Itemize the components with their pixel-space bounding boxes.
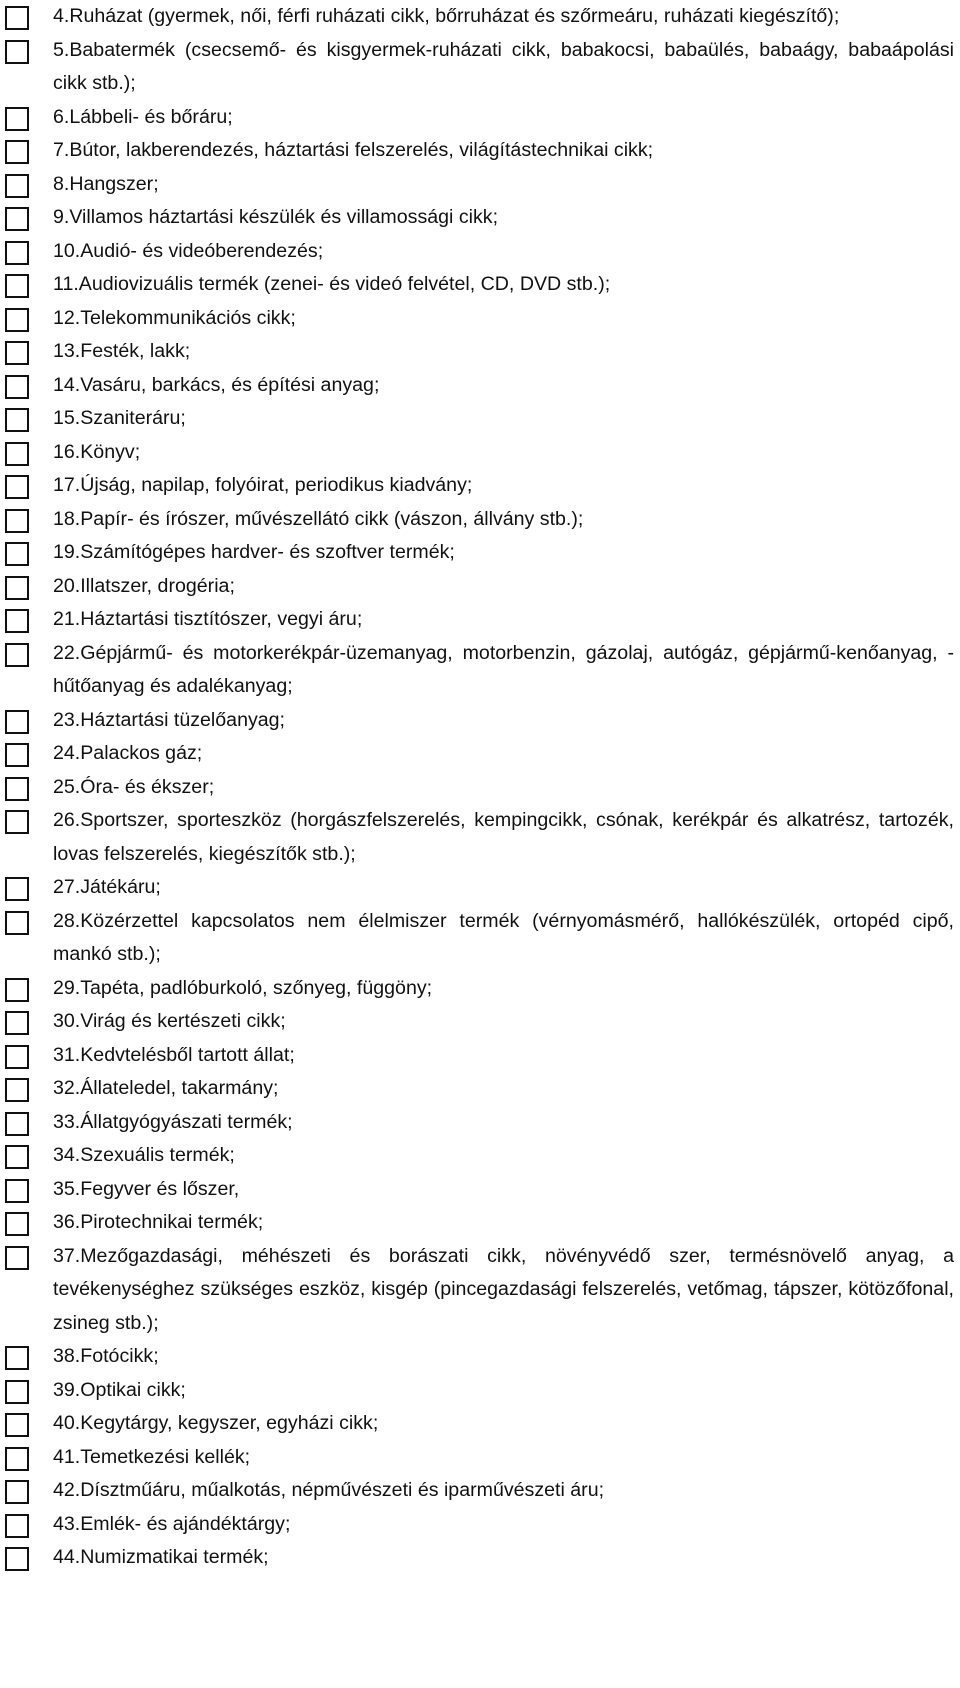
list-item [0,771,960,805]
list-item [0,1173,960,1207]
list-item [0,871,960,905]
checkbox[interactable] [5,408,29,432]
checkbox[interactable] [5,710,29,734]
checkbox[interactable] [5,1346,29,1370]
checkbox[interactable] [5,1212,29,1236]
list-item [0,134,960,168]
checkbox[interactable] [5,107,29,131]
checkbox[interactable] [5,1246,29,1270]
checkbox[interactable] [5,1480,29,1504]
list-item [0,1005,960,1039]
list-item [0,235,960,269]
list-item [0,469,960,503]
checkbox[interactable] [5,542,29,566]
list-item [0,704,960,738]
list-item [0,637,960,704]
checkbox[interactable] [5,140,29,164]
item-label: 29.Tapéta, padlóburkoló, szőnyeg, függöny; [53,976,433,999]
item-label: 9.Villamos háztartási készülék és villamossági cikk; [53,206,499,228]
list-item [0,168,960,202]
item-label: 8.Hangszer; [53,172,159,195]
item-label: 38.Fotócikk; [53,1345,159,1367]
list-item [0,1039,960,1073]
list-item [0,1206,960,1240]
checkbox[interactable] [5,475,29,499]
item-label: 21.Háztartási tisztítószer, vegyi áru; [53,608,363,630]
checkbox[interactable] [5,743,29,767]
list-item [0,201,960,235]
list-item [0,1106,960,1140]
item-label: 31.Kedvtelésből tartott állat; [53,1043,295,1066]
checkbox[interactable] [5,308,29,332]
list-item [0,503,960,537]
item-label: 33.Állatgyógyászati termék; [53,1110,293,1133]
list-item [0,1374,960,1408]
checkbox[interactable] [5,1514,29,1538]
list-item [0,536,960,570]
item-label: 23.Háztartási tüzelőanyag; [53,708,285,731]
checkbox[interactable] [5,1145,29,1169]
list-item [0,34,960,101]
checkbox[interactable] [5,643,29,667]
checkbox[interactable] [5,375,29,399]
item-label: 10.Audió- és videóberendezés; [53,239,324,262]
list-item [0,1139,960,1173]
item-label: 5.Babatermék (csecsemő- és kisgyermek-ruházati cikk, babakocsi, babaülés, babaágy, babaápolási cikk stb.); [53,38,954,94]
checkbox[interactable] [5,207,29,231]
checkbox[interactable] [5,609,29,633]
checkbox[interactable] [5,978,29,1002]
item-label: 13.Festék, lakk; [53,340,191,362]
checkbox[interactable] [5,1447,29,1471]
item-label: 28.Közérzettel kapcsolatos nem élelmiszer termék (vérnyomásmérő, hallókészülék, ortopéd cipő, mankó stb.); [53,909,954,965]
list-item [0,1072,960,1106]
list-item [0,436,960,470]
item-label: 4.Ruházat (gyermek, női, férfi ruházati cikk, bőrruházat és szőrmeáru, ruházati kiegészítő); [53,5,840,27]
item-label: 41.Temetkezési kellék; [53,1445,251,1468]
checkbox[interactable] [5,1179,29,1203]
checkbox[interactable] [5,341,29,365]
item-label: 16.Könyv; [53,440,141,463]
list-item [0,0,960,34]
list-item [0,1508,960,1542]
item-label: 26.Sportszer, sporteszköz (horgászfelszerelés, kempingcikk, csónak, kerékpár és alkatrész, tartozék, lovas felszerelés, kiegészítők stb.); [53,809,954,865]
list-item [0,570,960,604]
item-label: 32.Állateledel, takarmány; [53,1077,279,1099]
checkbox[interactable] [5,6,29,30]
checkbox[interactable] [5,274,29,298]
list-item [0,1474,960,1508]
list-item [0,369,960,403]
item-label: 12.Telekommunikációs cikk; [53,306,296,329]
list-item [0,804,960,871]
list-item [0,972,960,1006]
item-label: 25.Óra- és ékszer; [53,775,215,798]
checkbox[interactable] [5,1547,29,1571]
checkbox[interactable] [5,810,29,834]
list-item [0,101,960,135]
list-item [0,1541,960,1575]
checkbox[interactable] [5,509,29,533]
list-item [0,737,960,771]
item-label: 7.Bútor, lakberendezés, háztartási felszerelés, világítástechnikai cikk; [53,139,654,161]
list-item [0,905,960,972]
checkbox[interactable] [5,1011,29,1035]
item-label: 24.Palackos gáz; [53,742,203,764]
checkbox[interactable] [5,241,29,265]
list-item [0,1240,960,1341]
item-label: 39.Optikai cikk; [53,1378,186,1401]
checkbox[interactable] [5,777,29,801]
item-label: 18.Papír- és írószer, művészellátó cikk (vászon, állvány stb.); [53,507,584,530]
item-label: 22.Gépjármű- és motorkerékpár-üzemanyag, motorbenzin, gázolaj, autógáz, gépjármű-kenőanyag, -hűtőanyag és adalékanyag; [53,641,954,697]
item-label: 37.Mezőgazdasági, méhészeti és borászati cikk, növényvédő szer, termésnövelő anyag, a tevékenységhez szükséges eszköz, kisgép (pincegazdasági felszerelés, vetőmag, tápszer, kötözőfonal, zsineg stb.); [53,1244,954,1334]
list-item [0,335,960,369]
list-item [0,1441,960,1475]
item-label: 11.Audiovizuális termék (zenei- és videó felvétel, CD, DVD stb.); [53,273,611,295]
item-label: 44.Numizmatikai termék; [53,1546,269,1568]
item-label: 6.Lábbeli- és bőráru; [53,105,233,128]
item-label: 35.Fegyver és lőszer, [53,1177,240,1200]
list-item [0,1407,960,1441]
checkbox[interactable] [5,1078,29,1102]
checkbox[interactable] [5,911,29,935]
checkbox[interactable] [5,576,29,600]
list-item [0,302,960,336]
list-item [0,268,960,302]
checkbox[interactable] [5,1045,29,1069]
item-label: 15.Szaniteráru; [53,407,186,429]
list-item [0,603,960,637]
item-label: 27.Játékáru; [53,876,161,898]
item-label: 14.Vasáru, barkács, és építési anyag; [53,373,380,396]
item-label: 40.Kegytárgy, kegyszer, egyházi cikk; [53,1412,379,1434]
checkbox[interactable] [5,1413,29,1437]
item-label: 34.Szexuális termék; [53,1144,235,1166]
item-label: 43.Emlék- és ajándéktárgy; [53,1512,291,1535]
checkbox[interactable] [5,40,29,64]
checkbox[interactable] [5,1112,29,1136]
checkbox[interactable] [5,174,29,198]
checkbox[interactable] [5,442,29,466]
item-label: 30.Virág és kertészeti cikk; [53,1010,286,1032]
item-label: 17.Újság, napilap, folyóirat, periodikus kiadvány; [53,474,473,496]
item-label: 20.Illatszer, drogéria; [53,574,235,597]
item-label: 42.Dísztműáru, műalkotás, népművészeti és iparművészeti áru; [53,1479,605,1501]
list-item [0,402,960,436]
item-label: 36.Pirotechnikai termék; [53,1211,264,1233]
checkbox[interactable] [5,877,29,901]
checkbox[interactable] [5,1380,29,1404]
item-label: 19.Számítógépes hardver- és szoftver termék; [53,541,455,563]
list-item [0,1340,960,1374]
